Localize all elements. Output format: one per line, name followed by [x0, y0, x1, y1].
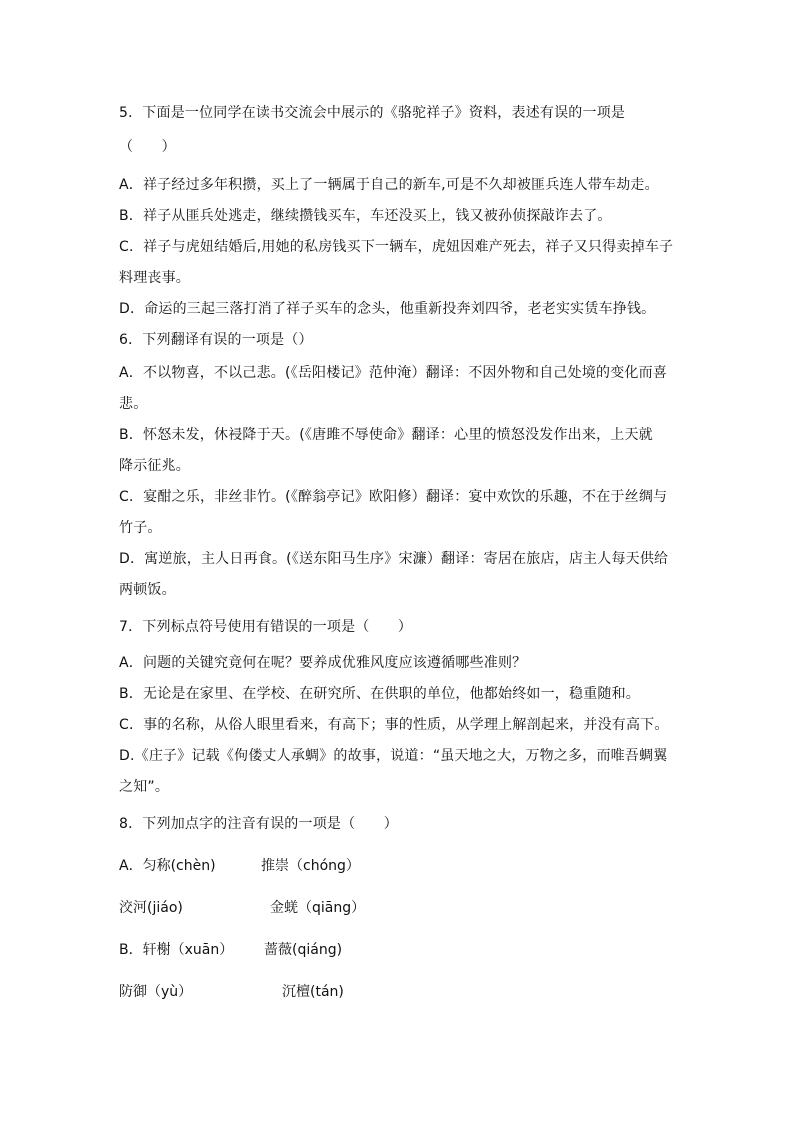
- q8-a-item-2: 推崇（chóng）: [261, 858, 360, 874]
- q6-stem: 6．下列翻译有误的一项是（）: [119, 332, 313, 348]
- q8-a-item-4: 金蜣（qiāng）: [270, 900, 366, 916]
- q6-option-a-line2: 悲。: [119, 396, 148, 412]
- q8-b-item-1: B．轩榭（xuān）: [119, 942, 234, 958]
- q7-option-b: B．无论是在家里、在学校、在研究所、在供职的单位，他都始终如一，稳重随和。: [119, 686, 641, 702]
- q5-option-d: D．命运的三起三落打消了祥子买车的念头，他重新投奔刘四爷，老老实实赁车挣钱。: [119, 301, 656, 317]
- q6-option-c-line2: 竹子。: [119, 520, 162, 536]
- q6-option-a-line1: A．不以物喜，不以己悲。(《岳阳楼记》范仲淹）翻译：不因外物和自己处境的变化而喜: [119, 365, 668, 381]
- q8-b-item-2: 蔷薇(qiáng): [264, 942, 343, 958]
- q8-a-item-1: A．匀称(chèn): [119, 858, 216, 874]
- q5-option-a: A．祥子经过多年积攒，买上了一辆属于自己的新车,可是不久却被匪兵连人带车劫走。: [119, 177, 659, 193]
- q7-option-a: A．问题的关键究竟何在呢？要养成优雅风度应该遵循哪些准则？: [119, 655, 527, 671]
- q5-stem: 5．下面是一位同学在读书交流会中展示的《骆驼祥子》资料，表述有误的一项是: [119, 105, 626, 121]
- q8-b-item-4: 沉檀(tán): [282, 984, 344, 1000]
- q6-option-b-line2: 降示征兆。: [119, 458, 190, 474]
- q8-b-item-3: 防御（yù）: [119, 984, 193, 1000]
- q7-option-d-line1: D.《庄子》记载《佝偻丈人承蜩》的故事，说道：“虽天地之大，万物之多，而唯吾蜩翼: [119, 748, 668, 764]
- q5-option-b: B．祥子从匪兵处逃走，继续攒钱买车，车还没买上，钱又被孙侦探敲诈去了。: [119, 208, 612, 224]
- q8-a-item-3: 洨河(jiáo): [119, 900, 183, 916]
- q5-option-c-line2: 料理丧事。: [119, 270, 190, 286]
- q7-option-d-line2: 之知”。: [119, 779, 170, 795]
- q7-option-c: C．事的名称，从俗人眼里看来，有高下；事的性质，从学理上解剖起来，并没有高下。: [119, 717, 669, 733]
- q6-option-d-line2: 两顿饭。: [119, 582, 176, 598]
- q6-option-c-line1: C．宴酣之乐，非丝非竹。(《醉翁亭记》欧阳修）翻译：宴中欢饮的乐趣，不在于丝绸与: [119, 489, 668, 505]
- q5-answer-paren: （ ）: [119, 139, 176, 155]
- q6-option-b-line1: B．怀怒未发，休祲降于天。(《唐雎不辱使命》翻译：心里的愤怒没发作出来，上天就: [119, 427, 653, 443]
- q7-stem: 7．下列标点符号使用有错误的一项是（ ）: [119, 619, 413, 635]
- q6-option-d-line1: D．寓逆旅，主人日再食。(《送东阳马生序》宋濂）翻译：寄居在旅店，店主人每天供给: [119, 551, 669, 567]
- q8-stem: 8．下列加点字的注音有误的一项是（ ）: [119, 816, 398, 832]
- q5-option-c-line1: C．祥子与虎妞结婚后,用她的私房钱买下一辆车，虎妞因难产死去，祥子又只得卖掉车子: [119, 239, 674, 255]
